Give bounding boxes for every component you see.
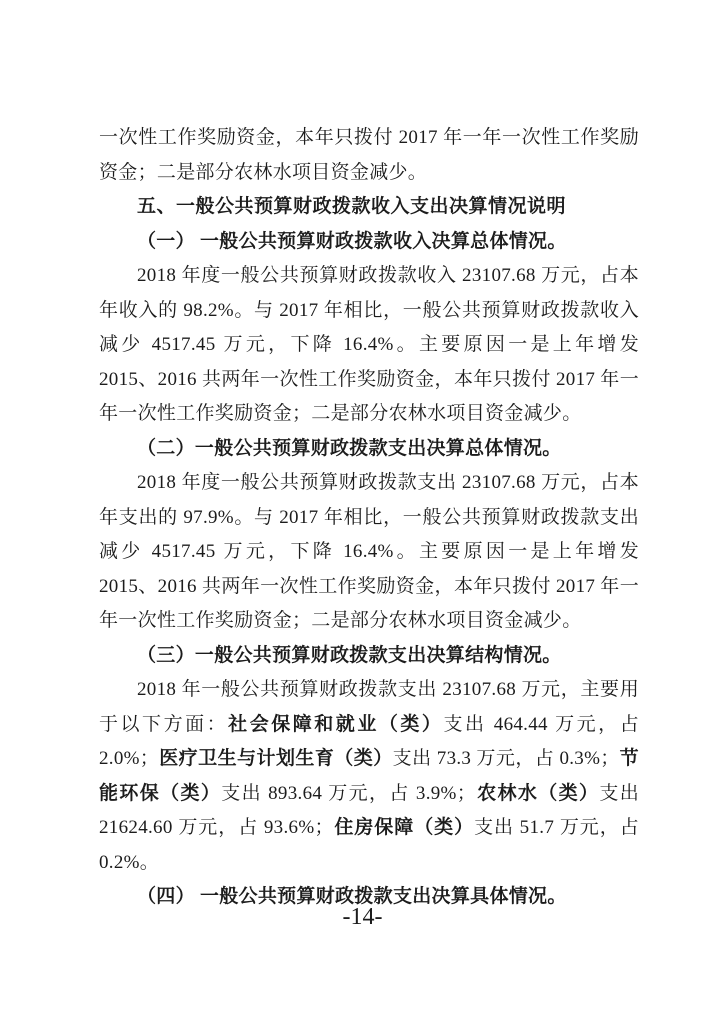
page-content	[99, 121, 639, 915]
text-run: 支出 464.44 万元，占 2.0%；	[99, 713, 639, 769]
subsection-4-heading: （四） 一般公共预算财政拨款支出决算具体情况。	[137, 886, 567, 907]
text-run: 2018 年一般公共预算财政拨款支出 23107.68 万元，主要用于以下方面：	[99, 679, 639, 735]
section-5-heading: 五、一般公共预算财政拨款收入支出决算情况说明	[137, 196, 567, 217]
subsection-1-paragraph: 2018 年度一般公共预算财政拨款收入 23107.68 万元，占本年收入的 98.2%。与 2017 年相比，一般公共预算财政拨款收入减少 4517.45 万元，下降 16.4%。主要原因一是上年增发 2015、2016 共两年一次性工作奖励资金，本年只拨付 2017 年一年一次性工作奖励资金；二是部分农林水项目资金减少。	[99, 265, 639, 424]
bold-category-run: 医疗卫生与计划生育（类）	[159, 748, 393, 769]
text-run: 支出 73.3 万元，占 0.3%；	[392, 748, 620, 769]
bold-category-run: 农林水（类）	[476, 782, 600, 804]
text-run: 支出 21624.60 万元，占 93.6%；	[99, 782, 640, 838]
text-run: 支出 893.64 万元，占 3.9%；	[221, 782, 476, 804]
subsection-3-paragraph	[99, 673, 639, 880]
subsection-2-paragraph: 2018 年度一般公共预算财政拨款支出 23107.68 万元，占本年支出的 97.9%。与 2017 年相比，一般公共预算财政拨款支出减少 4517.45 万元，下降 16.4%。主要原因一是上年增发 2015、2016 共两年一次性工作奖励资金，本年只拨付 2017 年一年一次性工作奖励资金；二是部分农林水项目资金减少。	[99, 472, 639, 631]
subsection-2-heading: （二）一般公共预算财政拨款支出决算总体情况。	[137, 437, 562, 459]
continuation-paragraph: 一次性工作奖励资金，本年只拨付 2017 年一年一次性工作奖励资金；二是部分农林水项目资金减少。	[99, 127, 639, 183]
text-run: 支出 51.7 万元，占 0.2%。	[99, 817, 639, 873]
subsection-1-heading: （一） 一般公共预算财政拨款收入决算总体情况。	[137, 230, 567, 252]
page-number: -14-	[342, 904, 383, 930]
bold-category-run: 住房保障（类）	[333, 817, 475, 838]
bold-category-run: 社会保障和就业（类）	[228, 713, 444, 735]
bold-category-run: 节能环保（类）	[99, 748, 639, 804]
subsection-3-heading: （三）一般公共预算财政拨款支出决算结构情况。	[137, 644, 562, 666]
